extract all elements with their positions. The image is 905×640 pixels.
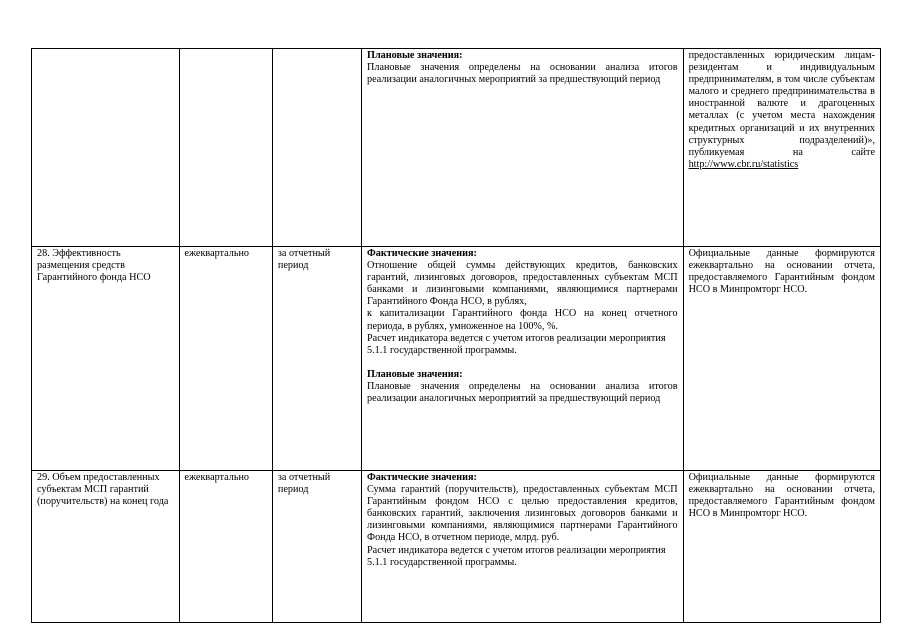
source-cell (683, 49, 880, 247)
source-text: Официальные данные формируются ежеквартально на основании отчета, предоставляемого Гарантийным фондом НСО в Минпромторг НСО. (688, 472, 875, 520)
indicators-table (31, 48, 881, 623)
table-row (32, 247, 881, 471)
plan-text: Плановые значения определены на основании анализа итогов реализации аналогичных мероприятий за предшествующий период (367, 62, 678, 86)
method-cell (362, 49, 684, 247)
calc-note: Расчет индикатора ведется с учетом итогов реализации мероприятия 5.1.1 государственной программы. (367, 544, 666, 568)
period-cell (272, 49, 361, 247)
cbr-statistics-link[interactable]: http://www.cbr.ru/statistics (688, 158, 799, 170)
plan-heading: Плановые значения: (367, 368, 463, 380)
fact-heading: Фактические значения: (367, 248, 477, 259)
fact-text-continued: к капитализации Гарантийного фонда НСО на конец отчетного периода, в рублях, умноженное на 100%, %. (367, 308, 678, 332)
plan-text: Плановые значения определены на основании анализа итогов реализации аналогичных мероприятий за предшествующий период (367, 380, 678, 405)
indicator-cell: 28. Эффективность размещения средств Гарантийного фонда НСО (32, 247, 180, 471)
frequency-cell: ежеквартально (179, 471, 272, 623)
frequency-cell (179, 49, 272, 247)
spacer (367, 357, 678, 369)
frequency-cell: ежеквартально (179, 247, 272, 471)
source-text: Официальные данные формируются ежеквартально на основании отчета, предоставляемого Гарантийным фондом НСО в Минпромторг НСО. (688, 248, 875, 296)
source-cell (683, 471, 880, 623)
source-cell (683, 247, 880, 471)
indicator-cell: 29. Объем предоставленных субъектам МСП гарантий (поручительств) на конец года (32, 471, 180, 623)
calc-note: Расчет индикатора ведется с учетом итогов реализации мероприятия 5.1.1 государственной программы. (367, 332, 666, 356)
period-cell: за отчетный период (272, 471, 361, 623)
fact-heading: Фактические значения: (367, 472, 477, 483)
indicator-cell (32, 49, 180, 247)
method-cell (362, 247, 684, 471)
fact-text: Отношение общей суммы действующих кредитов, банковских гарантий, лизинговых договоров, предоставленных субъектам МСП банками и лизинговыми компаниями, являющимися партнерами Гарантийного Фонда НСО, в рублях, (367, 260, 678, 308)
period-cell: за отчетный период (272, 247, 361, 471)
source-text: предоставленных юридическим лицам-резидентам и индивидуальным предпринимателям, в том числе субъектам малого и среднего предпринимательства в иностранной валюте и драгоценных металлах (с учетом места нахождения кредитных организаций и их внутренних структурных подразделений)», публикуемая на сайте (688, 50, 875, 158)
table-row (32, 49, 881, 247)
table-row (32, 471, 881, 623)
fact-text: Сумма гарантий (поручительств), предоставленных субъектам МСП Гарантийным фондом НСО с целью предоставления кредитов, банковских гарантий, заключения лизинговых договоров банками и лизинговыми компаниями, являющимися партнерами Гарантийного Фонда НСО, в отчетном периоде, млрд. руб. (367, 484, 678, 544)
method-cell (362, 471, 684, 623)
plan-heading: Плановые значения: (367, 50, 463, 61)
